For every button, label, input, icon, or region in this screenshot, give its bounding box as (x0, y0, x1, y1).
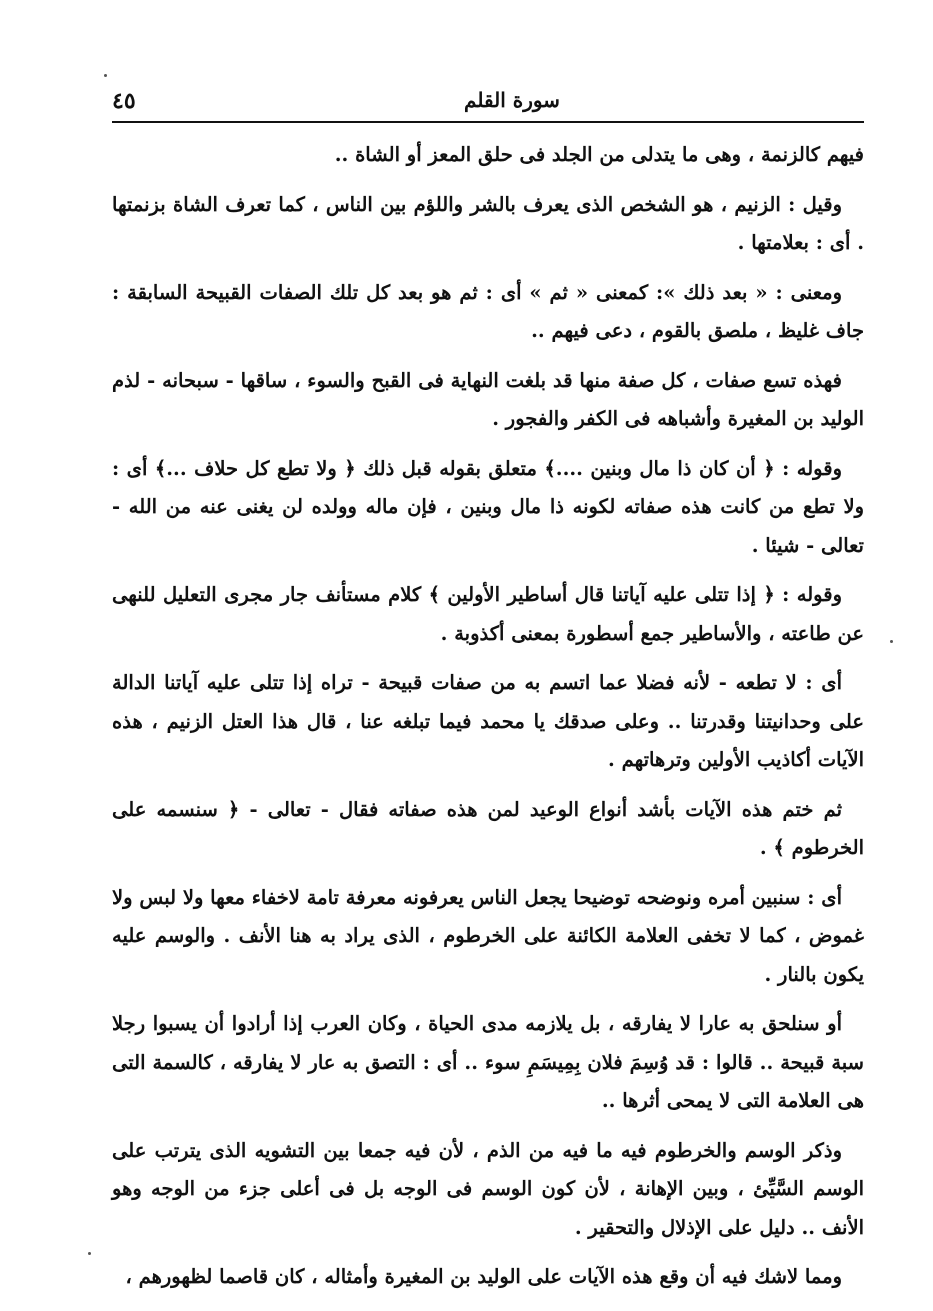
paragraph-10: أو سنلحق به عارا لا يفارقه ، بل يلازمه مدى الحياة ، وكان العرب إذا أرادوا أن يسبوا رجلا سبة قبيحة .. قالوا : قد وُسِمَ فلان بِمِيسَمِ سوء .. أى : التصق به عار لا يفارقه ، كالسمة التى هى العلامة التى لا يمحى أثرها .. (112, 1012, 864, 1112)
scan-speck (104, 74, 107, 77)
scan-speck (890, 640, 893, 643)
page-number: ٤٥ (112, 88, 136, 114)
paragraph-12: ومما لاشك فيه أن وقع هذه الآيات على الوليد بن المغيرة وأمثاله ، كان قاصما لظهورهم ، (125, 1265, 842, 1288)
paragraph-1: فيهم كالزنمة ، وهى ما يتدلى من الجلد فى حلق المعز أو الشاة .. (334, 143, 864, 166)
paragraph-5: وقوله : ﴿ أن كان ذا مال وبنين ....﴾ متعلق بقوله قبل ذلك ﴿ ولا تطع كل حلاف ...﴾ أى : ولا تطع من كانت هذه صفاته لكونه ذا مال وبنين ، فإن ماله وولده لن يغنى عنه من الله - تعالى - شيئا . (112, 456, 864, 557)
paragraph-7: أى : لا تطعه - لأنه فضلا عما اتسم به من صفات قبيحة - تراه إذا تتلى عليه آياتنا الدالة على وحدانيتنا وقدرتنا .. وعلى صدقك يا محمد فيما تبلغه عنا ، قال هذا العتل الزنيم ، هذه الآيات أكاذيب الأولين وترهاتهم . (112, 671, 864, 771)
page-header (112, 84, 864, 120)
paragraph-4: فهذه تسع صفات ، كل صفة منها قد بلغت النهاية فى القبح والسوء ، ساقها - سبحانه - لذم الوليد بن المغيرة وأشباهه فى الكفر والفجور . (112, 368, 864, 430)
surah-title: سورة القلم (464, 88, 560, 112)
header-rule (112, 121, 864, 123)
scan-speck (88, 1252, 91, 1255)
paragraph-6: وقوله : ﴿ إذا تتلى عليه آياتنا قال أساطير الأولين ﴾ كلام مستأنف جار مجرى التعليل للنهى عن طاعته ، والأساطير جمع أسطورة بمعنى أكذوبة . (112, 583, 864, 645)
paragraph-11: وذكر الوسم والخرطوم فيه ما فيه من الذم ، لأن فيه جمعا بين التشويه الذى يترتب على الوسم السَّيِّئ ، وبين الإهانة ، لأن كون الوسم فى الوجه بل فى أعلى جزء من الوجه وهو الأنف .. دليل على الإذلال والتحقير . (112, 1138, 864, 1239)
paragraph-8: ثم ختم هذه الآيات بأشد أنواع الوعيد لمن هذه صفاته فقال - تعالى - ﴿ سنسمه على الخرطوم ﴾ . (112, 797, 864, 859)
paragraph-3: ومعنى : « بعد ذلك »: كمعنى « ثم » أى : ثم هو بعد كل تلك الصفات القبيحة السابقة : جاف غليظ ، ملصق بالقوم ، دعى فيهم .. (112, 280, 864, 342)
page-body (112, 136, 864, 1308)
paragraph-2: وقيل : الزنيم ، هو الشخص الذى يعرف بالشر واللؤم بين الناس ، كما تعرف الشاة بزنمتها . أى : بعلامتها . (112, 192, 864, 254)
paragraph-9: أى : سنبين أمره ونوضحه توضيحا يجعل الناس يعرفونه معرفة تامة لاخفاء معها ولا لبس ولا غموض ، كما لا تخفى العلامة الكائنة على الخرطوم ، الذى يراد به هنا الأنف . والوسم عليه يكون بالنار . (112, 885, 864, 986)
